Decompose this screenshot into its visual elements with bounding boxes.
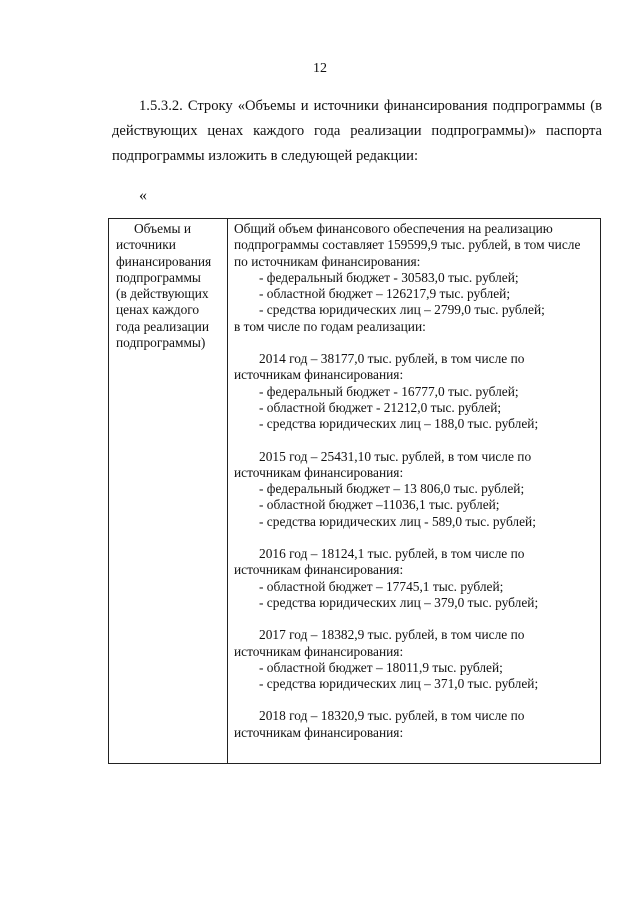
left-cell-heading (109, 219, 228, 764)
right-cell-content (228, 219, 601, 764)
year-item: - областной бюджет – 18011,9 тыс. рублей; (259, 659, 503, 675)
left-heading-first-line: Объемы и (134, 221, 192, 236)
total-by-years: в том числе по годам реализации: (234, 318, 426, 334)
year-item: - областной бюджет – 17745,1 тыс. рублей; (259, 578, 504, 594)
year-item: - средства юридических лиц – 371,0 тыс. рублей; (259, 676, 539, 692)
year-item: - областной бюджет –11036,1 тыс. рублей; (259, 497, 500, 513)
year-continuation: источникам финансирования: (234, 367, 404, 383)
year-block-2018 (234, 708, 595, 741)
year-item: - областной бюджет - 21212,0 тыс. рублей; (259, 399, 502, 415)
left-heading-rest: источники финансирования подпрограммы (в действующих ценах каждого года реализации подпрограммы) (116, 237, 212, 351)
intro-paragraph (112, 94, 602, 169)
year-item: - средства юридических лиц - 589,0 тыс. рублей; (259, 513, 536, 529)
year-block-2015 (234, 449, 595, 530)
financing-table (108, 218, 601, 764)
year-heading: 2016 год – 18124,1 тыс. рублей, в том числе по (259, 546, 525, 562)
intro-text: 1.5.3.2. Строку «Объемы и источники финансирования подпрограммы (в действующих ценах каждого года реализации подпрограммы)» паспорта подпрограммы изложить в следующей редакции: (112, 98, 602, 164)
year-continuation: источникам финансирования: (234, 724, 404, 740)
year-item: - средства юридических лиц – 379,0 тыс. рублей; (259, 594, 539, 610)
total-item-federal: - федеральный бюджет - 30583,0 тыс. рублей; (259, 269, 519, 285)
year-heading: 2014 год – 38177,0 тыс. рублей, в том числе по (259, 351, 525, 367)
left-heading-text (114, 221, 222, 351)
year-continuation: источникам финансирования: (234, 464, 404, 480)
total-item-legal-entities: - средства юридических лиц – 2799,0 тыс. рублей; (259, 302, 545, 318)
year-heading: 2017 год – 18382,9 тыс. рублей, в том числе по (259, 627, 525, 643)
page-number: 12 (313, 61, 327, 76)
year-continuation: источникам финансирования: (234, 562, 404, 578)
year-item: - федеральный бюджет – 13 806,0 тыс. рублей; (259, 481, 525, 497)
year-block-2017 (234, 627, 595, 692)
year-continuation: источникам финансирования: (234, 643, 404, 659)
year-heading: 2018 год – 18320,9 тыс. рублей, в том числе по (259, 708, 525, 724)
opening-quote-mark: « (139, 187, 147, 204)
total-section (234, 221, 595, 335)
year-item: - федеральный бюджет - 16777,0 тыс. рублей; (259, 383, 519, 399)
year-item: - средства юридических лиц – 188,0 тыс. рублей; (259, 416, 539, 432)
table-row (109, 219, 601, 764)
total-item-regional: - областной бюджет – 126217,9 тыс. рублей; (259, 286, 511, 302)
year-block-2016 (234, 546, 595, 611)
total-intro: Общий объем финансового обеспечения на реализацию подпрограммы составляет 159599,9 тыс. рублей, в том числе по источникам финансирования: (234, 221, 581, 269)
year-block-2014 (234, 351, 595, 432)
year-heading: 2015 год – 25431,10 тыс. рублей, в том числе по (259, 448, 532, 464)
